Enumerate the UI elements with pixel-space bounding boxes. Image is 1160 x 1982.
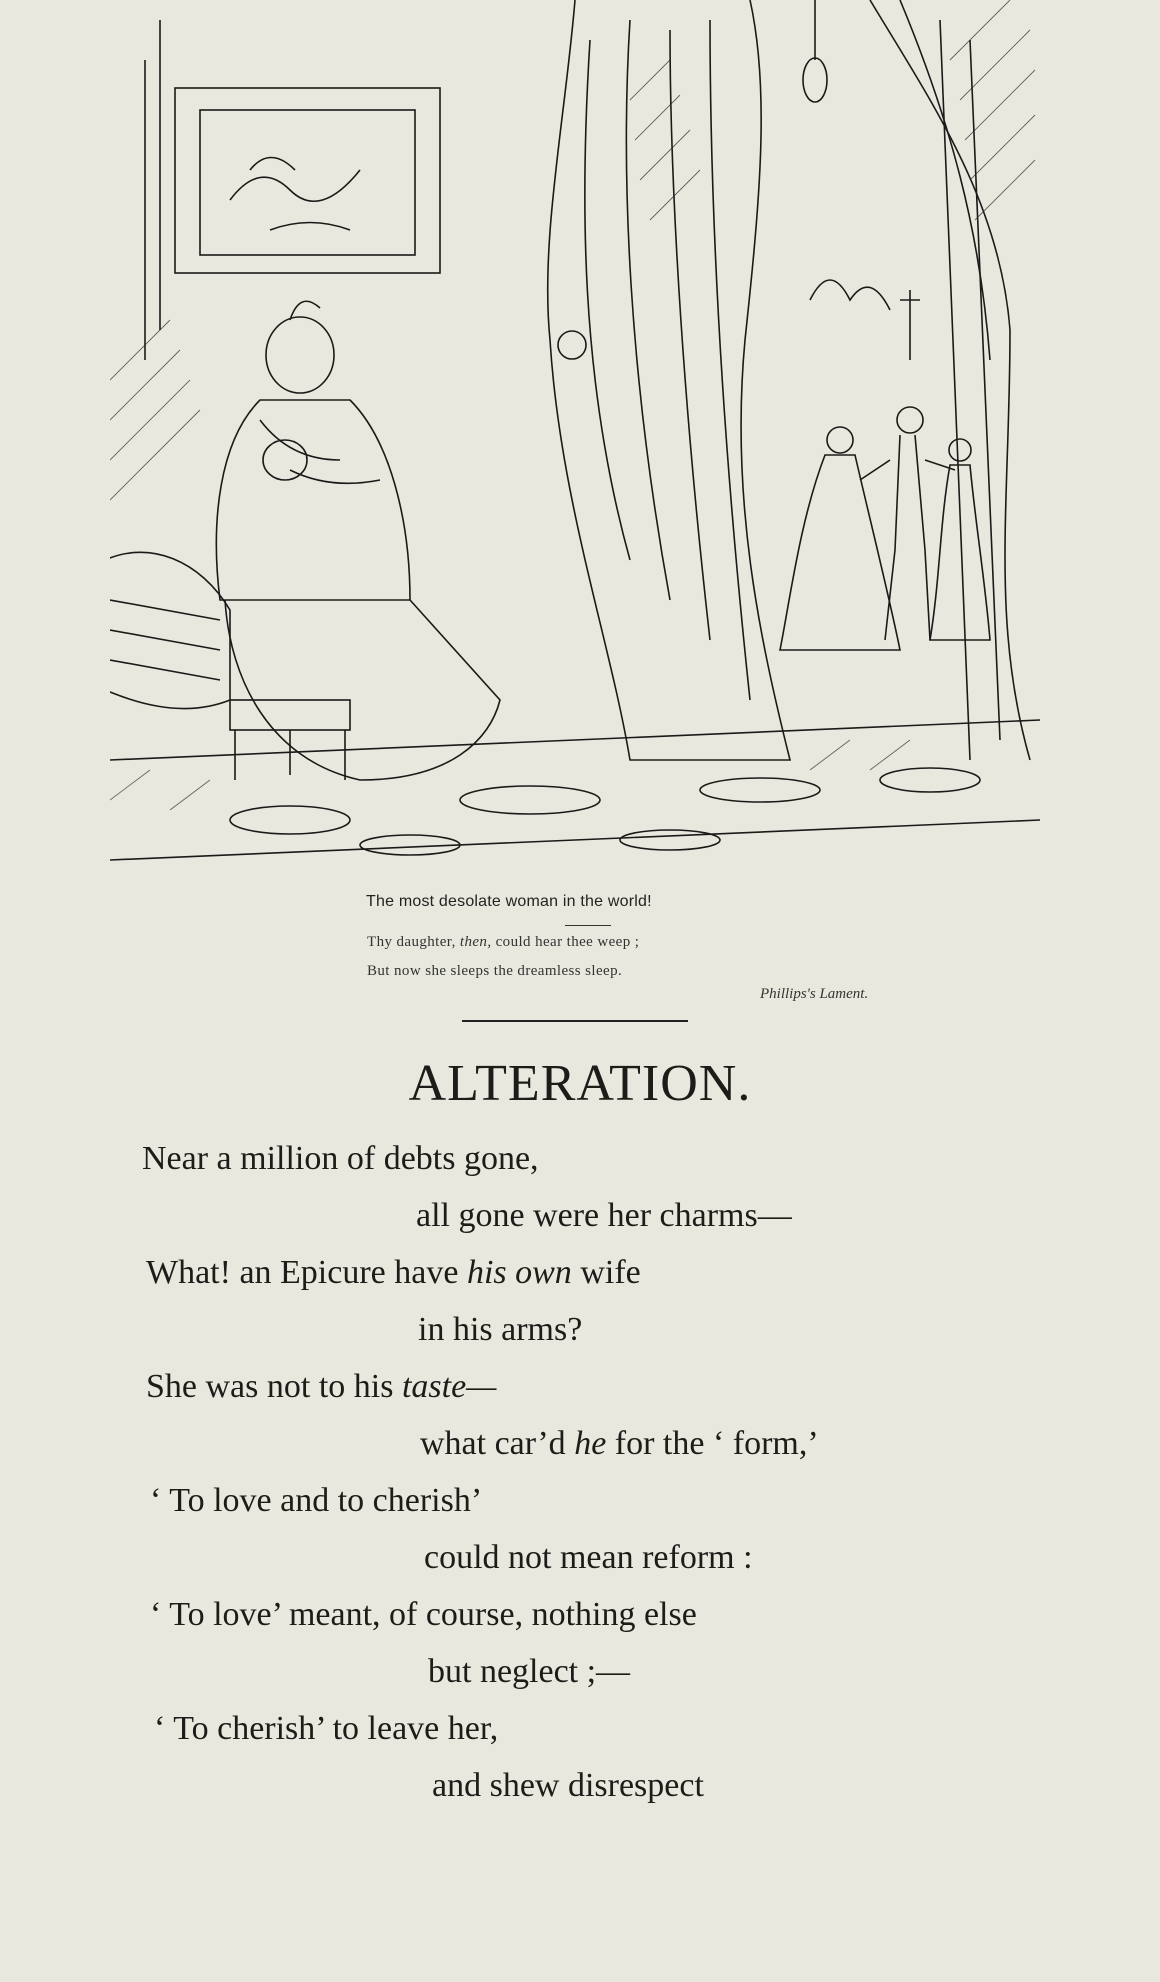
poem-line-11: ‘ To cherish’ to leave her, (154, 1710, 499, 1747)
poem-line-8: could not mean reform : (424, 1539, 753, 1576)
engraving-illustration (110, 0, 1040, 880)
poem-line-3 (146, 1254, 641, 1292)
caption-divider (565, 925, 611, 926)
poem-line-4: in his arms? (418, 1311, 583, 1348)
poem-line-12: and shew disrespect (432, 1767, 704, 1804)
poem-line-5-emphasis: taste— (401, 1368, 497, 1405)
epigraph-attribution: Phillips's Lament. (760, 986, 869, 1002)
poem-line-5-text: She was not to his (146, 1368, 402, 1405)
epigraph-line-1-emphasis: then, (459, 934, 492, 950)
poem-title: ALTERATION. (408, 1055, 752, 1112)
poem-line-3-end: wife (571, 1254, 641, 1291)
poem-line-3-emphasis: his own (466, 1254, 572, 1291)
epigraph-line-2: But now she sleeps the dreamless sleep. (367, 963, 623, 979)
poem-line-7: ‘ To love and to cherish’ (150, 1482, 483, 1519)
engraving-icon (110, 0, 1040, 880)
poem-line-9: ‘ To love’ meant, of course, nothing else (150, 1596, 697, 1633)
poem-line-2: all gone were her charms— (416, 1197, 792, 1234)
poem-line-6-emphasis: he (574, 1425, 607, 1462)
poem-line-3-text: What! an Epicure have (146, 1254, 467, 1291)
poem-line-1: Near a million of debts gone, (142, 1140, 539, 1177)
epigraph-line-1-end: could hear thee weep ; (491, 934, 640, 950)
section-divider (462, 1020, 688, 1022)
epigraph-line-1-text: Thy daughter, (367, 934, 460, 950)
poem-line-6 (420, 1425, 819, 1463)
poem-line-5 (146, 1368, 496, 1406)
illustration-caption: The most desolate woman in the world! (366, 893, 652, 910)
poem-line-6-text: what car’d (420, 1425, 575, 1462)
poem-line-10: but neglect ;— (428, 1653, 631, 1690)
epigraph-line-1 (367, 934, 639, 951)
poem-line-6-end: for the ‘ form,’ (606, 1425, 819, 1462)
